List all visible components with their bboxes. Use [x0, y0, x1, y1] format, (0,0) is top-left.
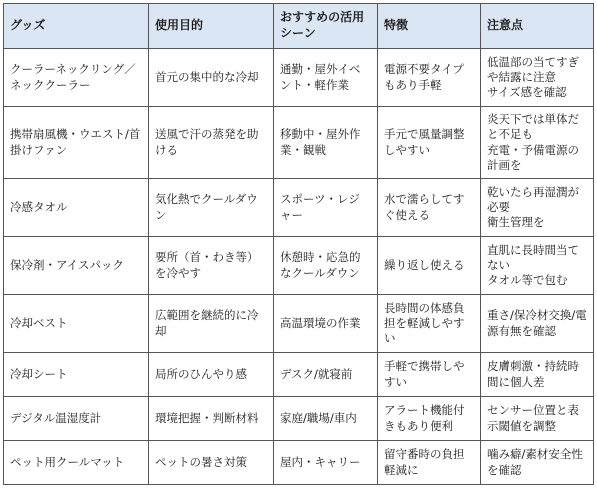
cell-purpose: ペットの暑さ対策	[149, 441, 274, 485]
header-scenes: おすすめの活用シーン	[274, 4, 378, 49]
table-row	[4, 49, 594, 107]
cell-goods: デジタル温湿度計	[4, 397, 149, 441]
cell-scenes: 屋内・キャリー	[274, 441, 378, 485]
cell-cautions: 重さ/保冷材交換/電源有無を確認	[481, 295, 594, 353]
cell-cautions: 直肌に長時間当てない タオル等で包む	[481, 237, 594, 295]
table-row	[4, 441, 594, 485]
cell-goods: ペット用クールマット	[4, 441, 149, 485]
cell-cautions: 皮膚刺激・持続時間に個人差	[481, 353, 594, 397]
cell-features: 留守番時の負担軽減に	[378, 441, 481, 485]
table-row	[4, 237, 594, 295]
cell-purpose: 要所（首・わき等）を冷やす	[149, 237, 274, 295]
cell-cautions: 乾いたら再湿潤が必要 衛生管理を	[481, 179, 594, 237]
cell-scenes: 移動中・屋外作業・観戦	[274, 107, 378, 179]
header-purpose: 使用目的	[149, 4, 274, 49]
cell-scenes: スポーツ・レジャー	[274, 179, 378, 237]
cell-scenes: 休憩時・応急的なクールダウン	[274, 237, 378, 295]
cell-purpose: 気化熱でクールダウン	[149, 179, 274, 237]
cell-cautions: センサー位置と表示閾値を調整	[481, 397, 594, 441]
cell-features: 繰り返し使える	[378, 237, 481, 295]
cell-cautions: 低温部の当てすぎや結露に注意 サイズ感を確認	[481, 49, 594, 107]
cell-goods: 冷却シート	[4, 353, 149, 397]
table-header-row	[4, 4, 594, 49]
cell-scenes: 高温環境の作業	[274, 295, 378, 353]
cell-scenes: 家庭/職場/車内	[274, 397, 378, 441]
cell-features: 手元で風量調整しやすい	[378, 107, 481, 179]
cell-cautions: 炎天下では単体だと不足も 充電・予備電源の計画を	[481, 107, 594, 179]
table-row	[4, 353, 594, 397]
cell-purpose: 環境把握・判断材料	[149, 397, 274, 441]
cell-goods: 冷感タオル	[4, 179, 149, 237]
cell-purpose: 首元の集中的な冷却	[149, 49, 274, 107]
cell-features: 長時間の体感負担を軽減しやすい	[378, 295, 481, 353]
cell-goods: 携帯扇風機・ウエスト/首掛けファン	[4, 107, 149, 179]
cell-features: アラート機能付きもあり便利	[378, 397, 481, 441]
cell-cautions: 噛み癖/素材安全性を確認	[481, 441, 594, 485]
cell-goods: 冷却ベスト	[4, 295, 149, 353]
goods-table-container	[3, 3, 594, 485]
cell-scenes: デスク/就寝前	[274, 353, 378, 397]
cooling-goods-table	[3, 3, 594, 485]
cell-goods: 保冷剤・アイスパック	[4, 237, 149, 295]
cell-purpose: 広範囲を継続的に冷却	[149, 295, 274, 353]
header-goods: グッズ	[4, 4, 149, 49]
header-features: 特徴	[378, 4, 481, 49]
cell-scenes: 通勤・屋外イベント・軽作業	[274, 49, 378, 107]
cell-features: 電源不要タイプもあり手軽	[378, 49, 481, 107]
cell-features: 水で濡らしてすぐ使える	[378, 179, 481, 237]
cell-features: 手軽で携帯しやすい	[378, 353, 481, 397]
table-row	[4, 397, 594, 441]
cell-goods: クーラーネックリング／ネッククーラー	[4, 49, 149, 107]
cell-purpose: 局所のひんやり感	[149, 353, 274, 397]
header-cautions: 注意点	[481, 4, 594, 49]
table-row	[4, 295, 594, 353]
table-row	[4, 107, 594, 179]
table-row	[4, 179, 594, 237]
cell-purpose: 送風で汗の蒸発を助ける	[149, 107, 274, 179]
